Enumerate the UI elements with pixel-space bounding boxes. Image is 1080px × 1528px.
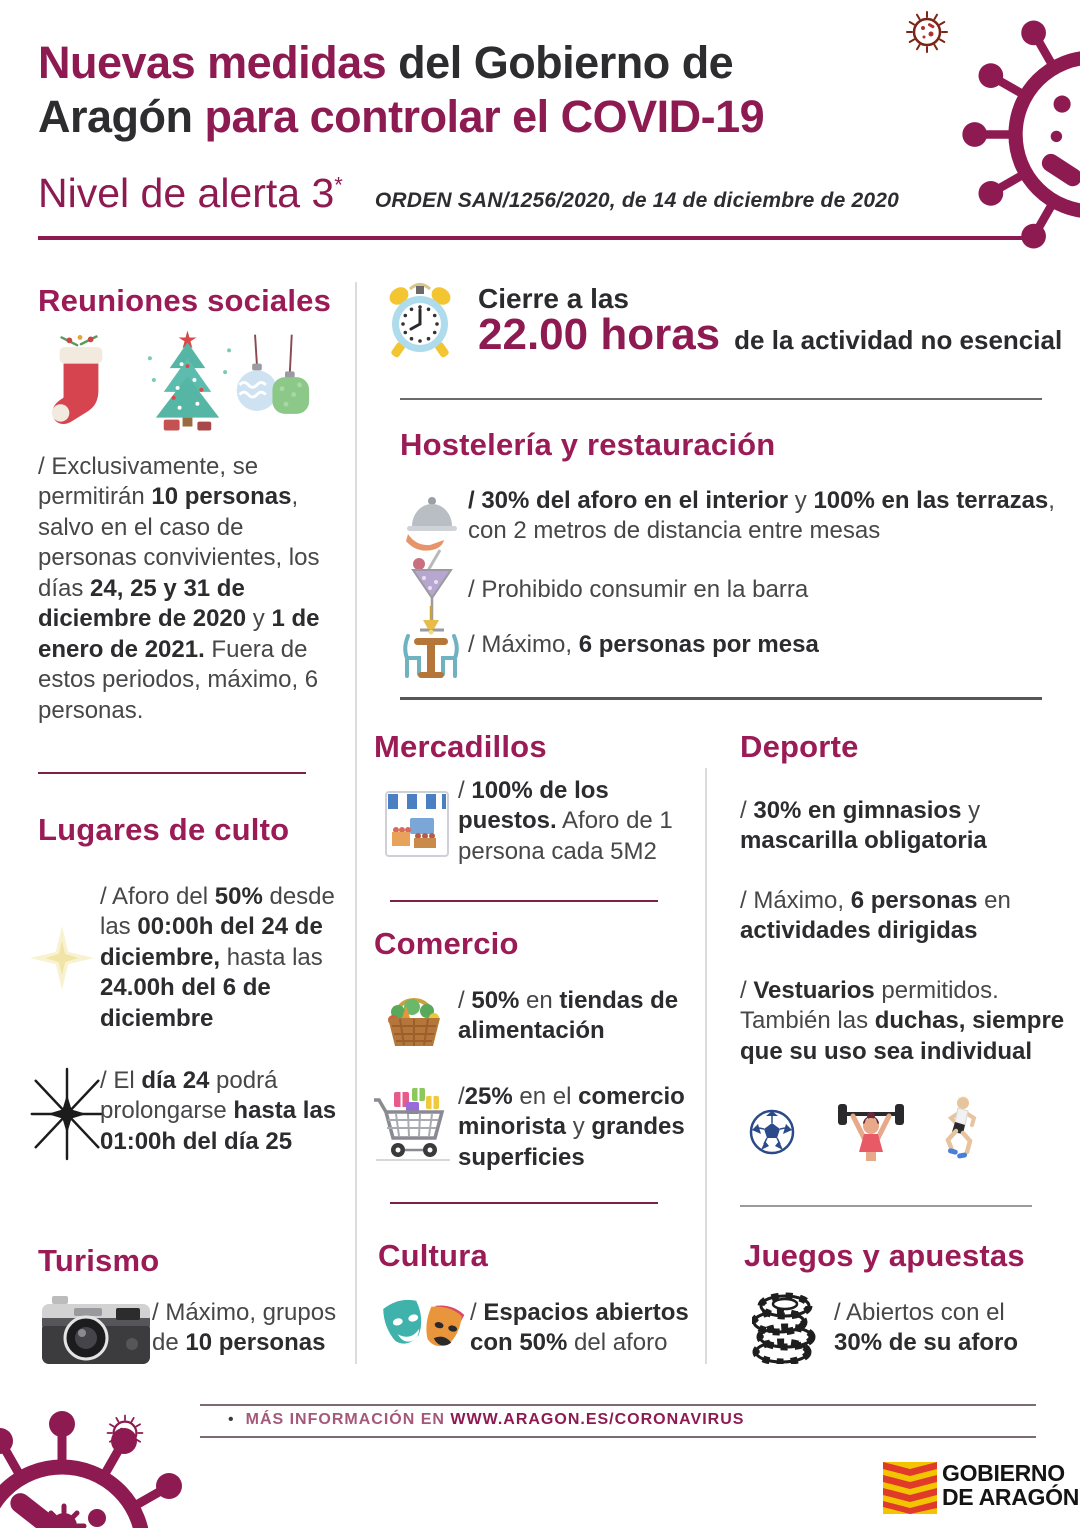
hosteleria-item: / Prohibido consumir en la barra [468, 576, 809, 603]
virus-icon-large-top [950, 0, 1080, 277]
deporte-item: / Vestuarios permitidos. También las duchas, siempre que su uso sea individual [740, 977, 1065, 1065]
market-stall-icon [384, 788, 450, 860]
weightlifter-icon [836, 1098, 906, 1166]
section-title-reuniones: Reuniones sociales [38, 283, 332, 318]
government-logo [942, 1461, 1079, 1509]
divider [38, 772, 306, 774]
virus-icon-small-top [903, 8, 951, 56]
turismo-item: / Máximo, grupos de 10 personas [152, 1299, 337, 1357]
logo-line1: GOBIERNO [942, 1460, 1065, 1486]
section-title-juegos: Juegos y apuestas [744, 1238, 1025, 1273]
sparkle-star-icon [22, 1066, 112, 1162]
footer-info: MÁS INFORMACIÓN EN WWW.ARAGON.ES/CORONAVIRUS [245, 1411, 745, 1428]
lugares-item: / El día 24 podrá prolongarse hasta las 01:00h del día 25 [100, 1067, 337, 1155]
cierre-suffix: de la actividad no esencial [734, 325, 1063, 355]
baubles-icon [228, 334, 313, 430]
section-title-mercadillos: Mercadillos [374, 729, 547, 764]
divider [400, 398, 1042, 400]
cultura-item: / Espacios abiertos con 50% del aforo [470, 1299, 689, 1357]
comercio-item: / 50% en tiendas de alimentación [458, 987, 679, 1045]
page-title: Nuevas medidas del Gobierno de Aragón para controlar el COVID-19 [38, 37, 765, 142]
juegos-item: / Abiertos con el 30% de su aforo [834, 1299, 1019, 1357]
header-rule [38, 236, 1040, 240]
aragon-flag-icon [883, 1462, 937, 1514]
grocery-basket-icon [382, 988, 446, 1052]
mercadillos-item: / 100% de los puestos. Aforo de 1 persona cada 5M2 [458, 777, 673, 865]
serving-cloche-icon [404, 488, 460, 552]
footer-rule [200, 1436, 1036, 1438]
cierre-time: 22.00 horas [478, 310, 721, 359]
section-title-hosteleria: Hostelería y restauración [400, 427, 776, 462]
alarm-clock-icon [382, 280, 458, 360]
star-icon [26, 922, 98, 994]
cierre-label: Cierre a las [478, 283, 629, 314]
divider [740, 1205, 1032, 1207]
deporte-item: / 30% en gimnasios y mascarilla obligatoria [740, 797, 987, 855]
hosteleria-item: / Máximo, 6 personas por mesa [468, 631, 819, 658]
logo-line2: DE ARAGÓN [942, 1484, 1080, 1511]
theater-masks-icon [382, 1294, 466, 1364]
reuniones-text: / Exclusivamente, se permitirán 10 personas, salvo en el caso de personas convivientes, los días 24, 25 y 31 de diciembre de 2020 y 1 de enero de 2021. Fuera de estos periodos, máximo, 6 personas. [38, 453, 320, 724]
section-title-cultura: Cultura [378, 1238, 488, 1273]
christmas-tree-icon [140, 328, 235, 434]
hosteleria-item: / 30% del aforo en el interior y 100% en las terrazas, con 2 metros de distancia entre mesas [468, 487, 1055, 545]
bullet-icon: • [228, 1411, 234, 1428]
footer-rule [200, 1404, 1036, 1406]
order-reference: ORDEN SAN/1256/2020, de 14 de diciembre de 2020 [374, 189, 899, 212]
poker-chips-icon [752, 1290, 816, 1364]
section-title-comercio: Comercio [374, 926, 519, 961]
deporte-item: / Máximo, 6 personas en actividades dirigidas [740, 887, 1011, 945]
soccer-ball-icon [748, 1108, 796, 1156]
alert-level: Nivel de alerta 3* [38, 170, 343, 216]
section-title-lugares: Lugares de culto [38, 812, 290, 847]
divider [390, 1202, 658, 1204]
divider [400, 697, 1042, 700]
virus-icon-small-bottom [104, 1412, 146, 1454]
comercio-item: /25% en el comercio minorista y grandes superficies [458, 1083, 685, 1171]
shopping-cart-icon [374, 1086, 456, 1168]
runner-icon [936, 1092, 984, 1164]
christmas-stocking-icon [50, 332, 110, 430]
column-divider [355, 282, 357, 1364]
section-title-turismo: Turismo [38, 1243, 160, 1278]
divider [390, 900, 658, 902]
lugares-item: / Aforo del 50% desde las 00:00h del 24 de diciembre, hasta las 24.00h del 6 de diciembre [100, 883, 335, 1032]
camera-icon [42, 1292, 150, 1366]
table-chairs-icon [398, 606, 464, 686]
section-title-deporte: Deporte [740, 729, 859, 764]
